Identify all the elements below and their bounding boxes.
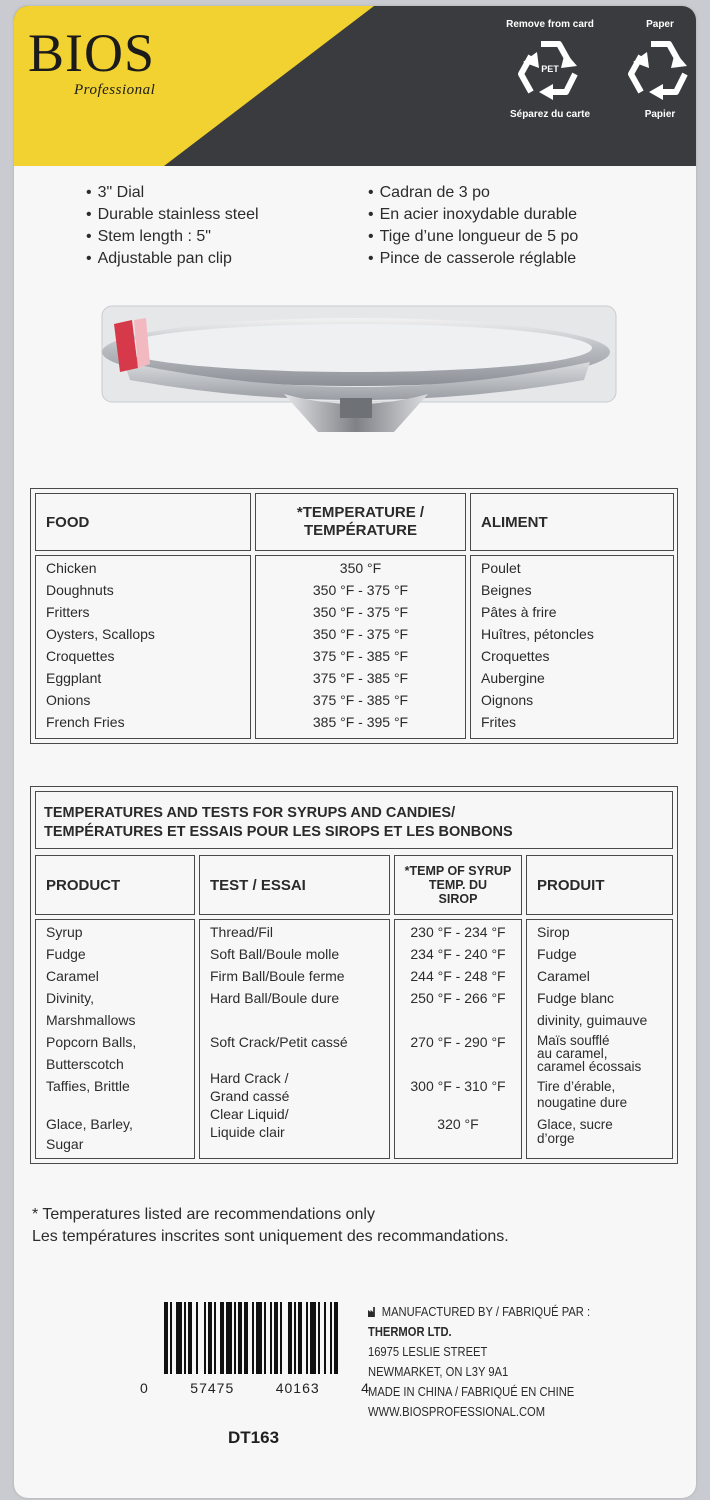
table-cell: Hard Crack / xyxy=(210,1070,289,1086)
feature-item: • Pince de casserole réglable xyxy=(368,248,578,270)
feature-item: • Durable stainless steel xyxy=(86,204,259,226)
col-header-product: PRODUCT xyxy=(35,855,195,915)
feature-item: • 3" Dial xyxy=(86,182,259,204)
table-cell: au caramel, xyxy=(537,1046,608,1061)
brand-logo: BIOS xyxy=(28,23,156,83)
table-cell: caramel écossais xyxy=(537,1059,642,1074)
col-header-food: FOOD xyxy=(35,493,251,551)
address-street: 16975 LESLIE STREET xyxy=(368,1344,488,1359)
barcode-digit-group: 57475 xyxy=(190,1380,235,1396)
country-of-origin: MADE IN CHINA / FABRIQUÉ EN CHINE xyxy=(368,1384,575,1399)
table-cell: 270 °F - 290 °F xyxy=(410,1034,506,1050)
table-cell: 350 °F - 375 °F xyxy=(312,582,409,598)
col-header-syrup-temp-text: *TEMP OF SYRUP TEMP. DU SIROP xyxy=(404,864,512,906)
address-city: NEWMARKET, ON L3Y 9A1 xyxy=(368,1364,509,1379)
table-cell: Beignes xyxy=(481,582,532,598)
table-cell: 350 °F - 375 °F xyxy=(312,626,409,642)
table-cell: 250 °F - 266 °F xyxy=(410,990,506,1006)
table-cell: 230 °F - 234 °F xyxy=(410,924,506,940)
feature-item: • Cadran de 3 po xyxy=(368,182,578,204)
table-cell: Fudge xyxy=(537,946,577,962)
table-cell: 350 °F - 375 °F xyxy=(312,604,409,620)
table-cell: divinity, guimauve xyxy=(537,1012,648,1028)
table-cell: Liquide clair xyxy=(210,1124,285,1140)
brand-tagline: Professional xyxy=(74,82,156,98)
table-cell: Thread/Fil xyxy=(210,924,274,940)
recycle-icon xyxy=(621,34,696,108)
table-cell: d’orge xyxy=(537,1131,575,1146)
table-cell: Fudge blanc xyxy=(537,990,615,1006)
syrup-candy-table xyxy=(30,786,678,1164)
col-header-temperature-text: *TEMPERATURE / TEMPÉRATURE xyxy=(296,504,425,539)
aliment-column xyxy=(470,555,674,739)
manufacturer-info xyxy=(368,1302,590,1422)
recycle-bottom-label: Papier xyxy=(644,109,676,120)
table-cell: Doughnuts xyxy=(46,582,114,598)
table-cell: Pâtes à frire xyxy=(481,604,557,620)
feature-item: • En acier inoxydable durable xyxy=(368,204,578,226)
barcode-digit-group: 0 xyxy=(140,1380,149,1396)
factory-icon xyxy=(368,1307,378,1317)
thermometer-dial-image xyxy=(94,302,624,452)
syrup-temp-column xyxy=(394,919,522,1159)
table-cell: Chicken xyxy=(46,560,97,576)
recycle-top-label: Paper xyxy=(646,19,674,30)
website: WWW.BIOSPROFESSIONAL.COM xyxy=(368,1404,546,1419)
table-cell: 350 °F xyxy=(339,560,382,576)
table-cell: Divinity, xyxy=(46,990,94,1006)
table-cell: Glace, sucre xyxy=(537,1117,613,1132)
table-cell: 300 °F - 310 °F xyxy=(410,1078,506,1094)
barcode-digit-group: 40163 xyxy=(275,1380,320,1396)
table-cell: 385 °F - 395 °F xyxy=(312,714,409,730)
recycle-symbol-paper xyxy=(600,18,696,122)
pet-label: PET xyxy=(541,64,559,74)
table-cell: Glace, Barley, xyxy=(46,1116,133,1132)
barcode-bar xyxy=(338,1302,344,1374)
barcode-digit-group: 4 xyxy=(361,1380,370,1396)
table-cell: Poulet xyxy=(481,560,521,576)
sku-code: DT163 xyxy=(228,1428,280,1447)
features-french xyxy=(368,182,578,270)
frying-temperature-table xyxy=(30,488,678,744)
food-column xyxy=(35,555,251,739)
table-cell: Grand cassé xyxy=(210,1088,290,1104)
product-column xyxy=(35,919,195,1159)
recycle-top-label: Remove from card xyxy=(506,19,594,30)
table-cell: Sugar xyxy=(46,1136,84,1152)
barcode-bars xyxy=(164,1302,344,1380)
feature-item: • Tige d’une longueur de 5 po xyxy=(368,226,578,248)
table-cell: Oysters, Scallops xyxy=(46,626,155,642)
col-header-temperature xyxy=(255,493,466,551)
table-cell: Taffies, Brittle xyxy=(46,1078,130,1094)
temperature-column xyxy=(255,555,466,739)
test-column xyxy=(199,919,390,1159)
table-cell: Eggplant xyxy=(46,670,102,686)
table-cell: nougatine dure xyxy=(537,1095,628,1110)
table-cell: Marshmallows xyxy=(46,1012,136,1028)
table-cell: 375 °F - 385 °F xyxy=(312,648,409,664)
manufacturer-line xyxy=(368,1302,590,1322)
table-cell: 375 °F - 385 °F xyxy=(312,692,409,708)
blister-card xyxy=(14,6,696,1498)
table-cell: 375 °F - 385 °F xyxy=(312,670,409,686)
footnote-english: * Temperatures listed are recommendations only xyxy=(32,1206,375,1223)
table-cell: Soft Crack/Petit cassé xyxy=(210,1034,348,1050)
table-cell: Soft Ball/Boule molle xyxy=(210,946,340,962)
table-cell: Onions xyxy=(46,692,91,708)
table-cell: Syrup xyxy=(46,924,83,940)
table-cell: Sirop xyxy=(537,924,570,940)
table-cell: Maïs soufflé xyxy=(537,1033,610,1048)
table-cell: Frites xyxy=(481,714,516,730)
table-cell: 320 °F xyxy=(437,1116,479,1132)
recycle-bottom-label: Séparez du carte xyxy=(509,109,591,120)
recycle-symbol-pet xyxy=(490,18,610,122)
table-cell: Hard Ball/Boule dure xyxy=(210,990,340,1006)
table-cell: 234 °F - 240 °F xyxy=(410,946,506,962)
col-header-aliment: ALIMENT xyxy=(470,493,674,551)
table-cell: Croquettes xyxy=(46,648,115,664)
header-band xyxy=(14,6,696,166)
col-header-produit: PRODUIT xyxy=(526,855,673,915)
feature-item: • Stem length : 5" xyxy=(86,226,259,248)
barcode-digits xyxy=(140,1380,370,1396)
table-cell: 244 °F - 248 °F xyxy=(410,968,506,984)
table-cell: Oignons xyxy=(481,692,534,708)
barcode xyxy=(140,1302,370,1402)
company-name: THERMOR LTD. xyxy=(368,1324,452,1339)
table-cell: Fritters xyxy=(46,604,90,620)
table-cell: Croquettes xyxy=(481,648,550,664)
table-cell: Tire d’érable, xyxy=(537,1079,616,1094)
syrup-table-title: TEMPERATURES AND TESTS FOR SYRUPS AND CANDIES/ TEMPÉRATURES ET ESSAIS POUR LES SIROPS ET LES BONBONS xyxy=(35,791,673,849)
table-cell: Fudge xyxy=(46,946,86,962)
feature-item: • Adjustable pan clip xyxy=(86,248,259,270)
table-cell: French Fries xyxy=(46,714,125,730)
table-cell: Huîtres, pétoncles xyxy=(481,626,594,642)
table-cell: Popcorn Balls, xyxy=(46,1034,137,1050)
col-header-test: TEST / ESSAI xyxy=(199,855,390,915)
features-english xyxy=(86,182,259,270)
manufactured-by-label: MANUFACTURED BY / FABRIQUÉ PAR : xyxy=(381,1304,591,1319)
table-cell: Firm Ball/Boule ferme xyxy=(210,968,345,984)
table-cell: Clear Liquid/ xyxy=(210,1106,289,1122)
produit-column xyxy=(526,919,673,1159)
table-cell: Butterscotch xyxy=(46,1056,124,1072)
table-cell: Caramel xyxy=(537,968,590,984)
col-header-syrup-temp xyxy=(394,855,522,915)
footnote xyxy=(32,1204,509,1248)
table-cell: Caramel xyxy=(46,968,99,984)
table-cell: Aubergine xyxy=(481,670,545,686)
footnote-french: Les températures inscrites sont uniquement des recommandations. xyxy=(32,1228,509,1245)
